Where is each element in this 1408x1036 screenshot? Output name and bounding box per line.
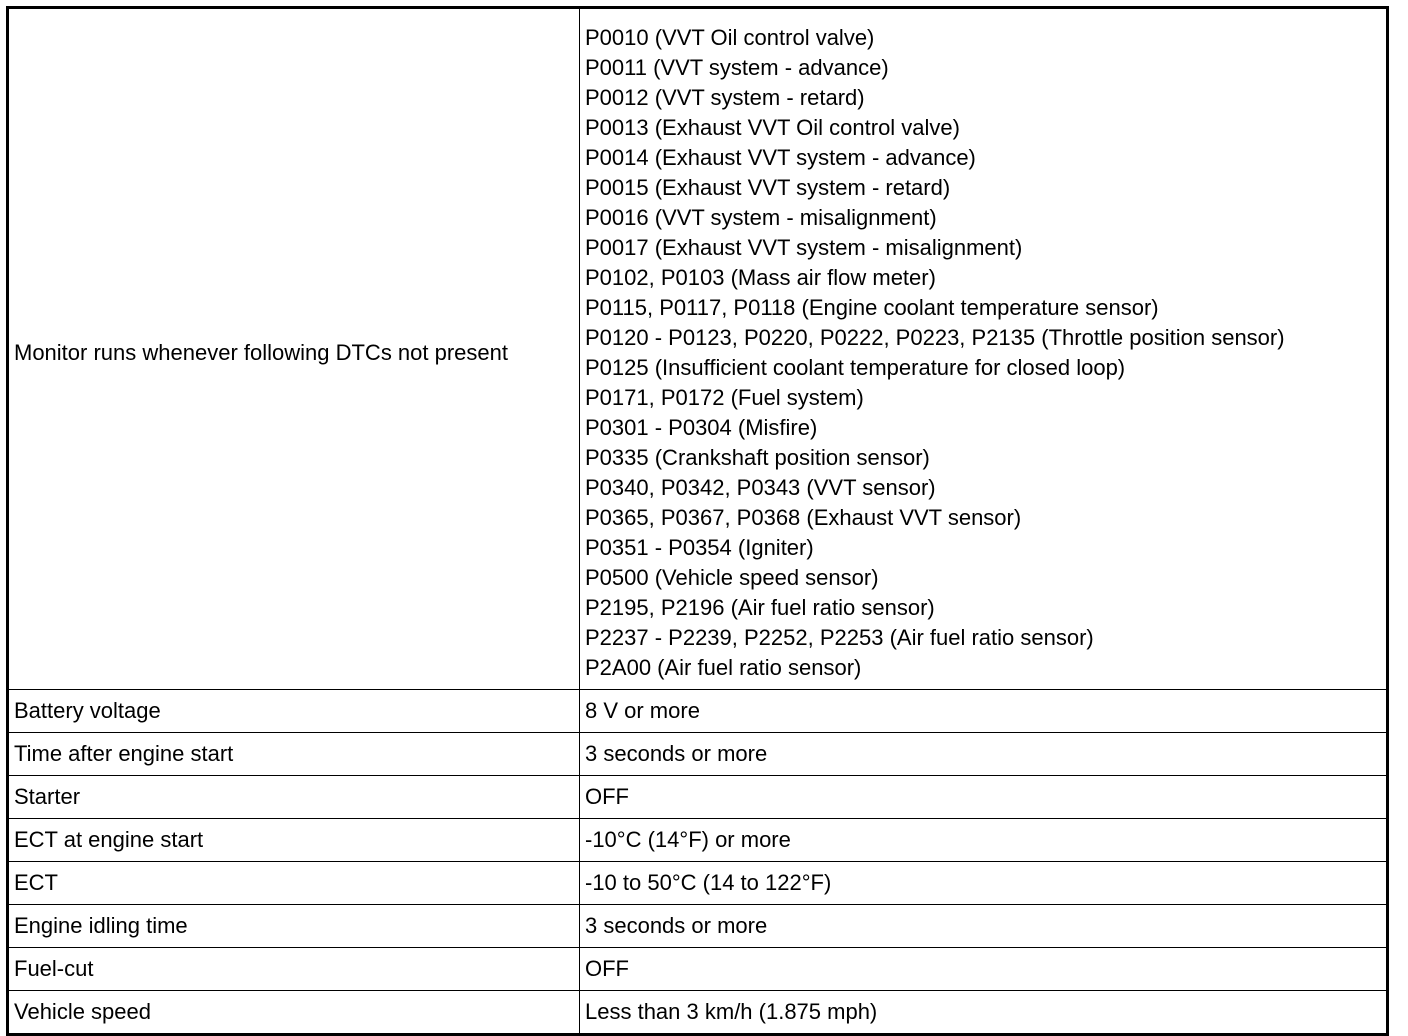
dtc-item: P0301 - P0304 (Misfire) — [585, 415, 818, 440]
dtc-item: P0351 - P0354 (Igniter) — [585, 535, 814, 560]
table-row — [8, 862, 1388, 905]
dtc-item: P2A00 (Air fuel ratio sensor) — [585, 655, 862, 680]
table-row — [8, 905, 1388, 948]
dtc-item: P0010 (VVT Oil control valve) — [585, 25, 875, 50]
table-row — [8, 948, 1388, 991]
table-row — [8, 690, 1388, 733]
dtc-list — [580, 8, 1388, 690]
condition-label: Fuel-cut — [8, 948, 580, 991]
condition-label: Starter — [8, 776, 580, 819]
condition-value: -10 to 50°C (14 to 122°F) — [580, 862, 1388, 905]
dtc-item: P0340, P0342, P0343 (VVT sensor) — [585, 475, 936, 500]
condition-value: Less than 3 km/h (1.875 mph) — [580, 991, 1388, 1035]
table-row — [8, 733, 1388, 776]
dtc-item: P0120 - P0123, P0220, P0222, P0223, P2135 (Throttle position sensor) — [585, 325, 1285, 350]
dtc-item: P0171, P0172 (Fuel system) — [585, 385, 864, 410]
condition-value: 3 seconds or more — [580, 733, 1388, 776]
dtc-item: P0102, P0103 (Mass air flow meter) — [585, 265, 936, 290]
dtc-item: P0335 (Crankshaft position sensor) — [585, 445, 930, 470]
dtc-item: P0017 (Exhaust VVT system - misalignment) — [585, 235, 1023, 260]
condition-value: 8 V or more — [580, 690, 1388, 733]
condition-value: -10°C (14°F) or more — [580, 819, 1388, 862]
dtc-item: P0015 (Exhaust VVT system - retard) — [585, 175, 951, 200]
condition-value: OFF — [580, 948, 1388, 991]
condition-value: OFF — [580, 776, 1388, 819]
condition-label: Time after engine start — [8, 733, 580, 776]
dtc-item: P0013 (Exhaust VVT Oil control valve) — [585, 115, 960, 140]
condition-label: Vehicle speed — [8, 991, 580, 1035]
condition-label: ECT at engine start — [8, 819, 580, 862]
dtc-item: P0125 (Insufficient coolant temperature for closed loop) — [585, 355, 1126, 380]
condition-label: Engine idling time — [8, 905, 580, 948]
table-row — [8, 991, 1388, 1035]
condition-label: Battery voltage — [8, 690, 580, 733]
dtc-item: P2195, P2196 (Air fuel ratio sensor) — [585, 595, 935, 620]
condition-label: ECT — [8, 862, 580, 905]
dtc-item: P0012 (VVT system - retard) — [585, 85, 865, 110]
dtc-item: P0365, P0367, P0368 (Exhaust VVT sensor) — [585, 505, 1022, 530]
dtc-item: P0500 (Vehicle speed sensor) — [585, 565, 879, 590]
dtc-item: P0014 (Exhaust VVT system - advance) — [585, 145, 976, 170]
condition-label: Monitor runs whenever following DTCs not present — [8, 8, 580, 690]
dtc-item: P0011 (VVT system - advance) — [585, 55, 889, 80]
table-row — [8, 776, 1388, 819]
monitor-conditions-table — [6, 6, 1389, 1036]
table-row — [8, 819, 1388, 862]
condition-value: 3 seconds or more — [580, 905, 1388, 948]
dtc-item: P2237 - P2239, P2252, P2253 (Air fuel ratio sensor) — [585, 625, 1094, 650]
dtc-item: P0115, P0117, P0118 (Engine coolant temperature sensor) — [585, 295, 1159, 320]
table-row — [8, 8, 1388, 690]
dtc-item: P0016 (VVT system - misalignment) — [585, 205, 937, 230]
